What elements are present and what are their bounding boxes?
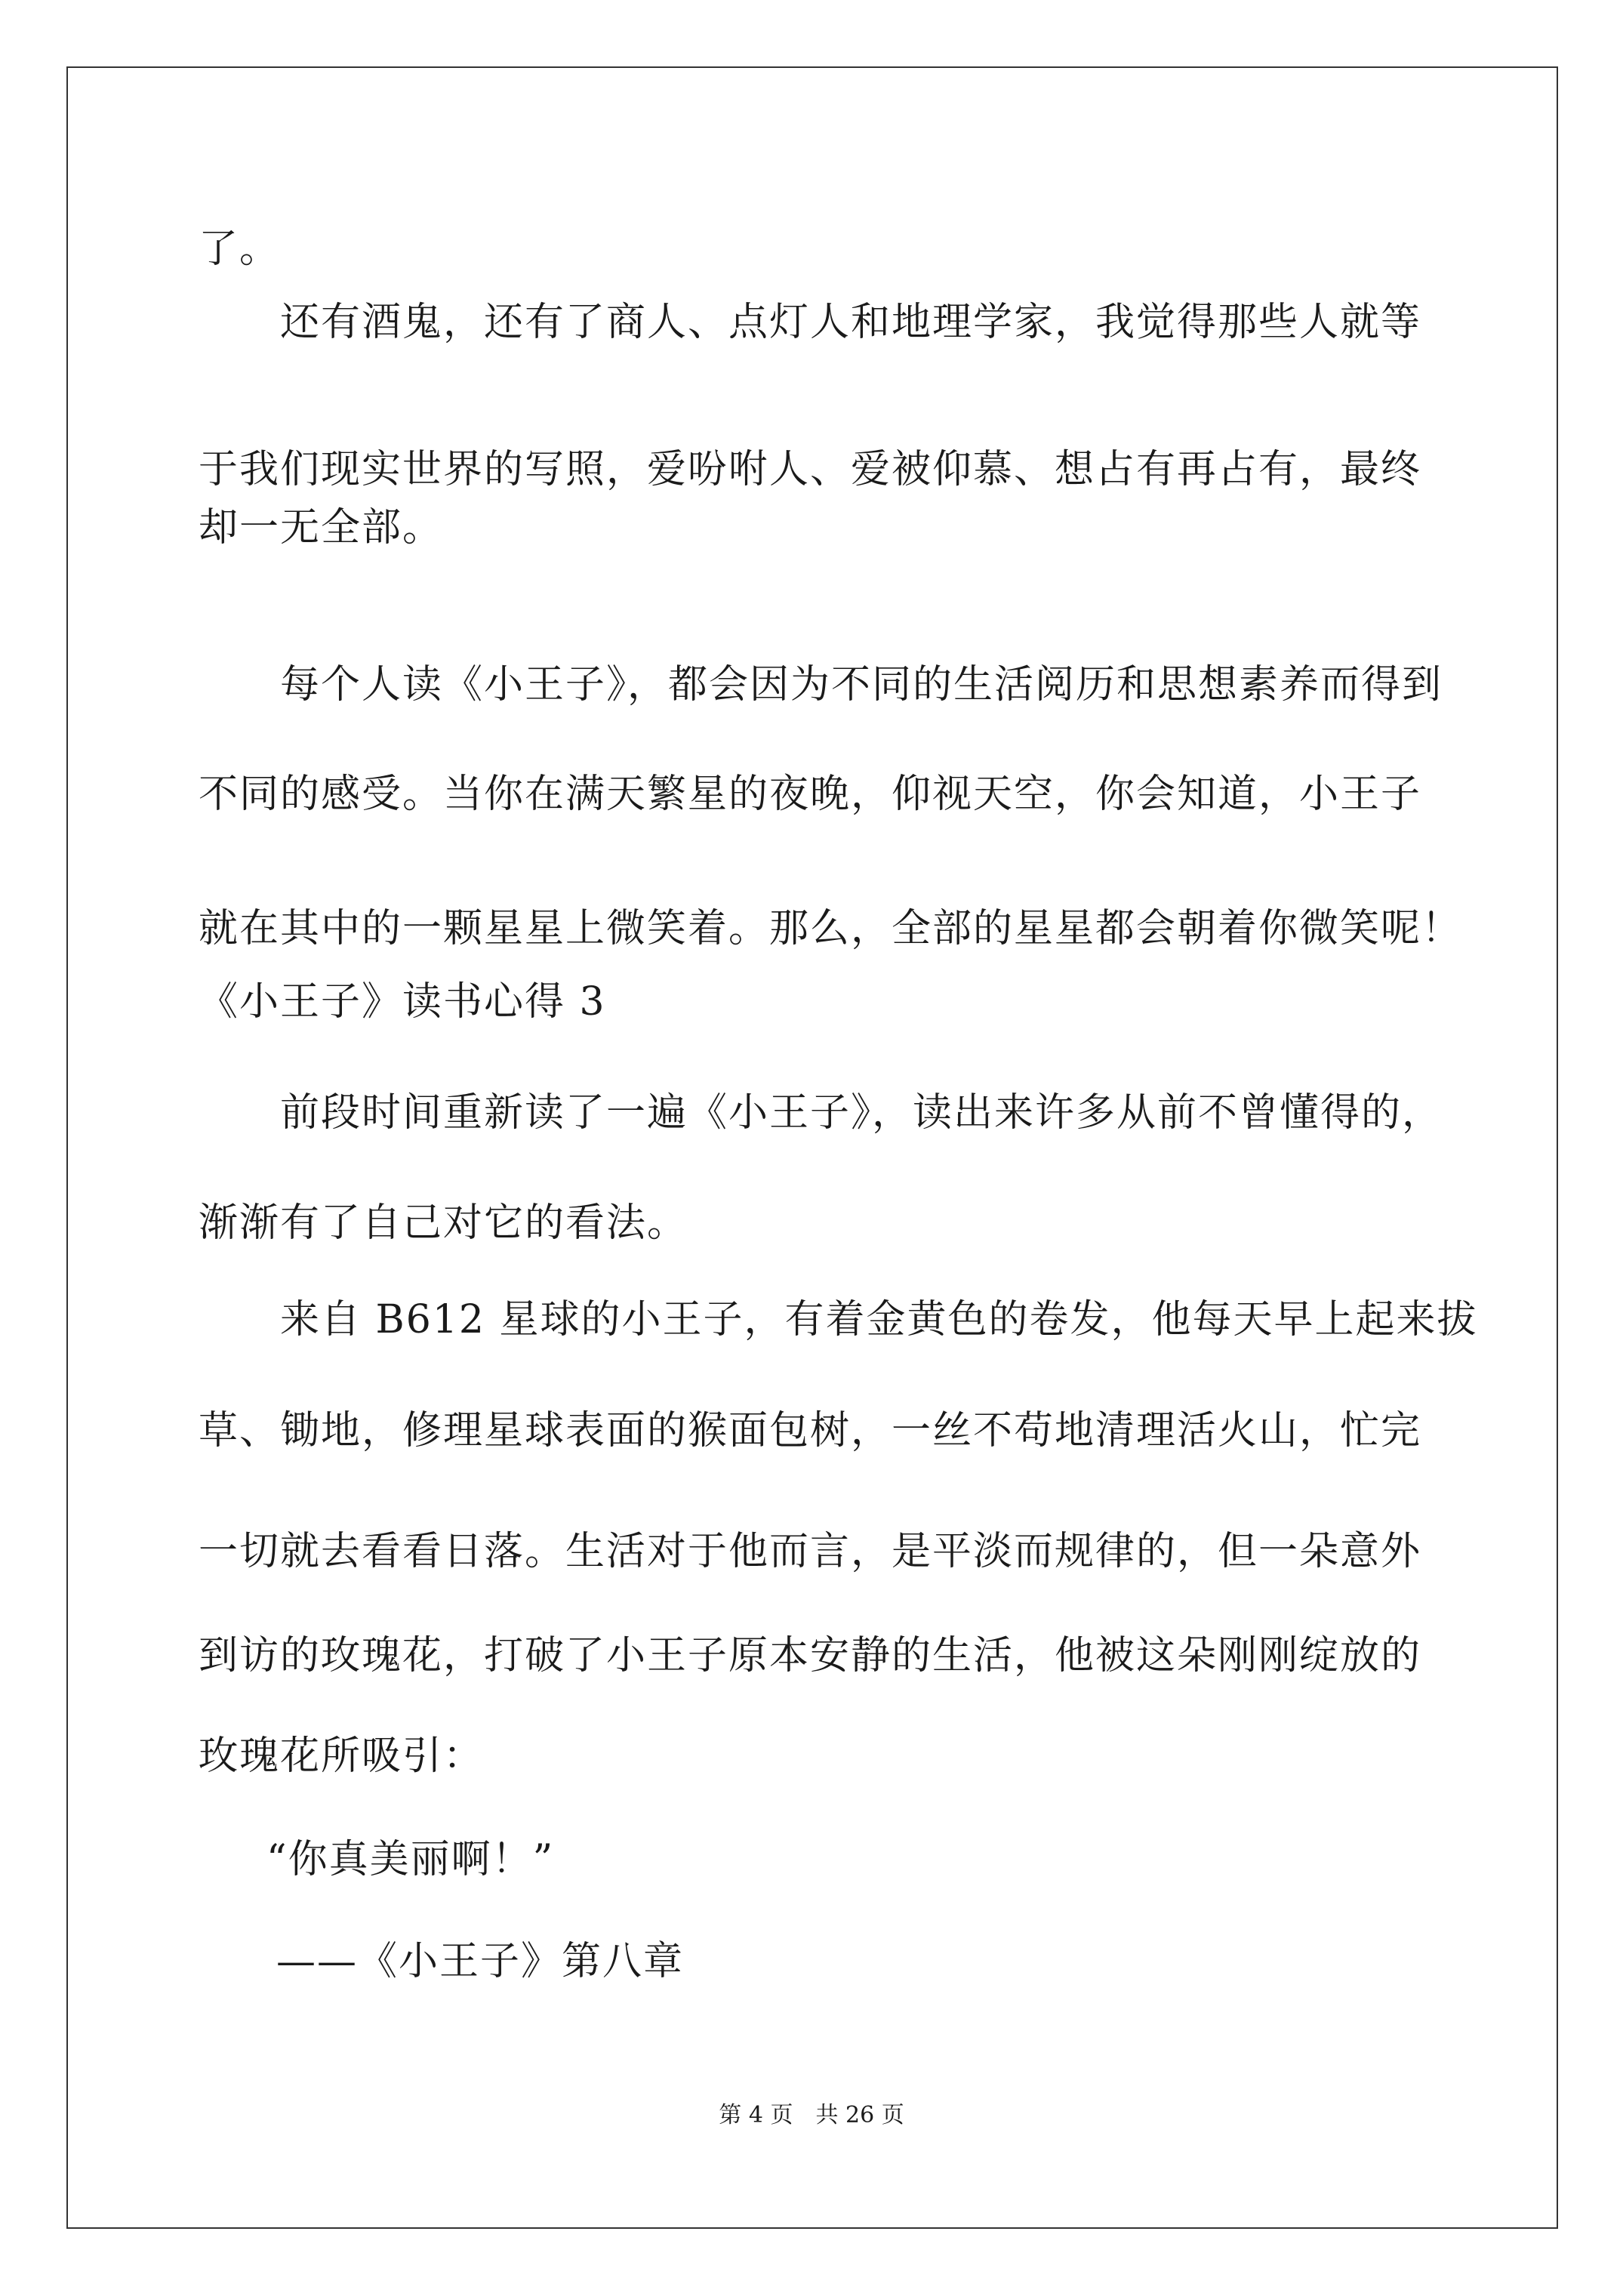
- text-line: 来自 B612 星球的小王子，有着金黄色的卷发，他每天早上起来拔: [280, 1297, 1478, 1342]
- text-line: 玫瑰花所吸引：: [199, 1734, 485, 1779]
- text-line: 还有酒鬼，还有了商人、点灯人和地理学家，我觉得那些人就等: [280, 300, 1422, 345]
- page-border: [66, 66, 1558, 2229]
- quote-line: “你真美丽啊！”: [266, 1837, 555, 1882]
- text-line: 草、锄地，修理星球表面的猴面包树，一丝不苟地清理活火山，忙完: [199, 1408, 1422, 1453]
- text-line: 却一无全部。: [199, 505, 444, 550]
- text-line: 前段时间重新读了一遍《小王子》，读出来许多从前不曾懂得的，: [280, 1090, 1443, 1136]
- page-number-footer: 第 4 页 共 26 页: [719, 2102, 904, 2128]
- text-line: 每个人读《小王子》，都会因为不同的生活阅历和思想素养而得到: [280, 662, 1443, 707]
- text-line: 就在其中的一颗星星上微笑着。那么，全部的星星都会朝着你微笑呢！: [199, 906, 1463, 951]
- text-line: 了。: [199, 227, 281, 272]
- text-line: 渐渐有了自己对它的看法。: [199, 1200, 688, 1246]
- quote-attribution: ——《小王子》第八章: [276, 1939, 685, 1984]
- text-line: 不同的感受。当你在满天繁星的夜晚，仰视天空，你会知道，小王子: [199, 772, 1422, 817]
- section-heading: 《小王子》读书心得 3: [199, 979, 606, 1025]
- text-line: 于我们现实世界的写照，爱吩咐人、爱被仰慕、想占有再占有，最终: [199, 447, 1422, 492]
- text-line: 一切就去看看日落。生活对于他而言，是平淡而规律的，但一朵意外: [199, 1529, 1422, 1574]
- text-line: 到访的玫瑰花，打破了小王子原本安静的生活，他被这朵刚刚绽放的: [199, 1633, 1422, 1678]
